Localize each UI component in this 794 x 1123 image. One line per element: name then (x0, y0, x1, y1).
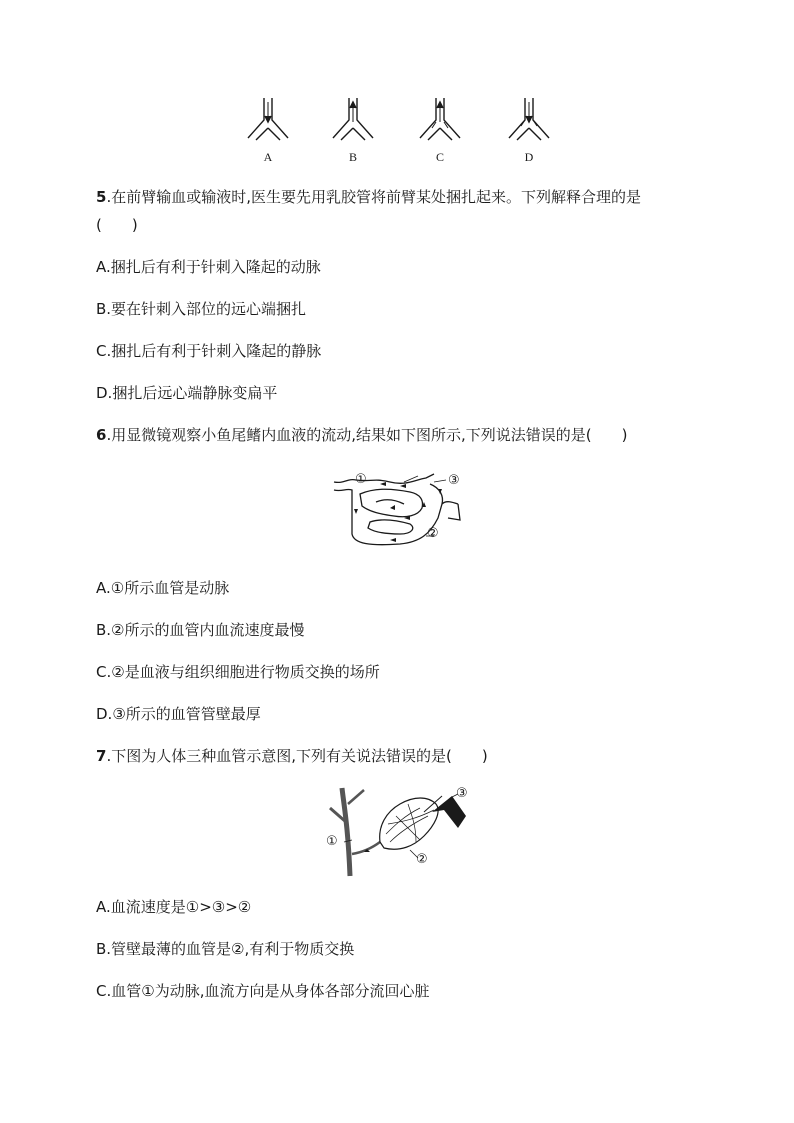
figure-label-d: D (524, 150, 534, 164)
option-c: C.②是血液与组织细胞进行物质交换的场所 (96, 663, 380, 681)
option-a: A.捆扎后有利于针刺入隆起的动脉 (96, 258, 321, 276)
figure-label-3: ③ (448, 473, 460, 488)
vessel-branch-a (246, 98, 290, 148)
question-6-stem (96, 425, 627, 445)
vessel-branch-b (331, 98, 375, 148)
option-b: B.要在针刺入部位的远心端捆扎 (96, 300, 307, 318)
figure-label-c: C (435, 150, 444, 164)
vessel-branch-c (418, 98, 462, 148)
figure-label-3: ③ (456, 786, 468, 801)
option-c: C.捆扎后有利于针刺入隆起的静脉 (96, 342, 322, 360)
figure-label-1: ① (355, 472, 367, 487)
figure-label-2: ② (416, 852, 428, 867)
option-a: A.①所示血管是动脉 (96, 579, 230, 597)
option-b: B.②所示的血管内血流速度最慢 (96, 621, 305, 639)
vessel-branch-d (507, 98, 551, 148)
question-number: 6 (96, 426, 107, 444)
answer-paren: ( ) (96, 216, 138, 234)
figure-label-1: ① (326, 834, 338, 849)
figure-label-2: ② (427, 526, 439, 541)
question-7-stem (96, 746, 488, 766)
option-b: B.管壁最薄的血管是②,有利于物质交换 (96, 940, 355, 958)
option-c: C.血管①为动脉,血流方向是从身体各部分流回心脏 (96, 982, 430, 1000)
figure-label-b: B (348, 150, 357, 164)
three-blood-vessels-figure (324, 786, 474, 878)
question-text: .下图为人体三种血管示意图,下列有关说法错误的是( ) (106, 747, 488, 765)
question-number: 7 (96, 747, 107, 765)
figure-label-a: A (263, 150, 273, 164)
option-a: A.血流速度是①>③>② (96, 898, 252, 916)
question-number: 5 (96, 188, 107, 206)
option-d: D.③所示的血管管壁最厚 (96, 705, 261, 723)
question-text: .在前臂输血或输液时,医生要先用乳胶管将前臂某处捆扎起来。下列解释合理的是 (106, 188, 641, 206)
question-5-stem (96, 187, 641, 207)
option-d: D.捆扎后远心端静脉变扁平 (96, 384, 278, 402)
question-text: .用显微镜观察小鱼尾鳍内血液的流动,结果如下图所示,下列说法错误的是( ) (106, 426, 628, 444)
